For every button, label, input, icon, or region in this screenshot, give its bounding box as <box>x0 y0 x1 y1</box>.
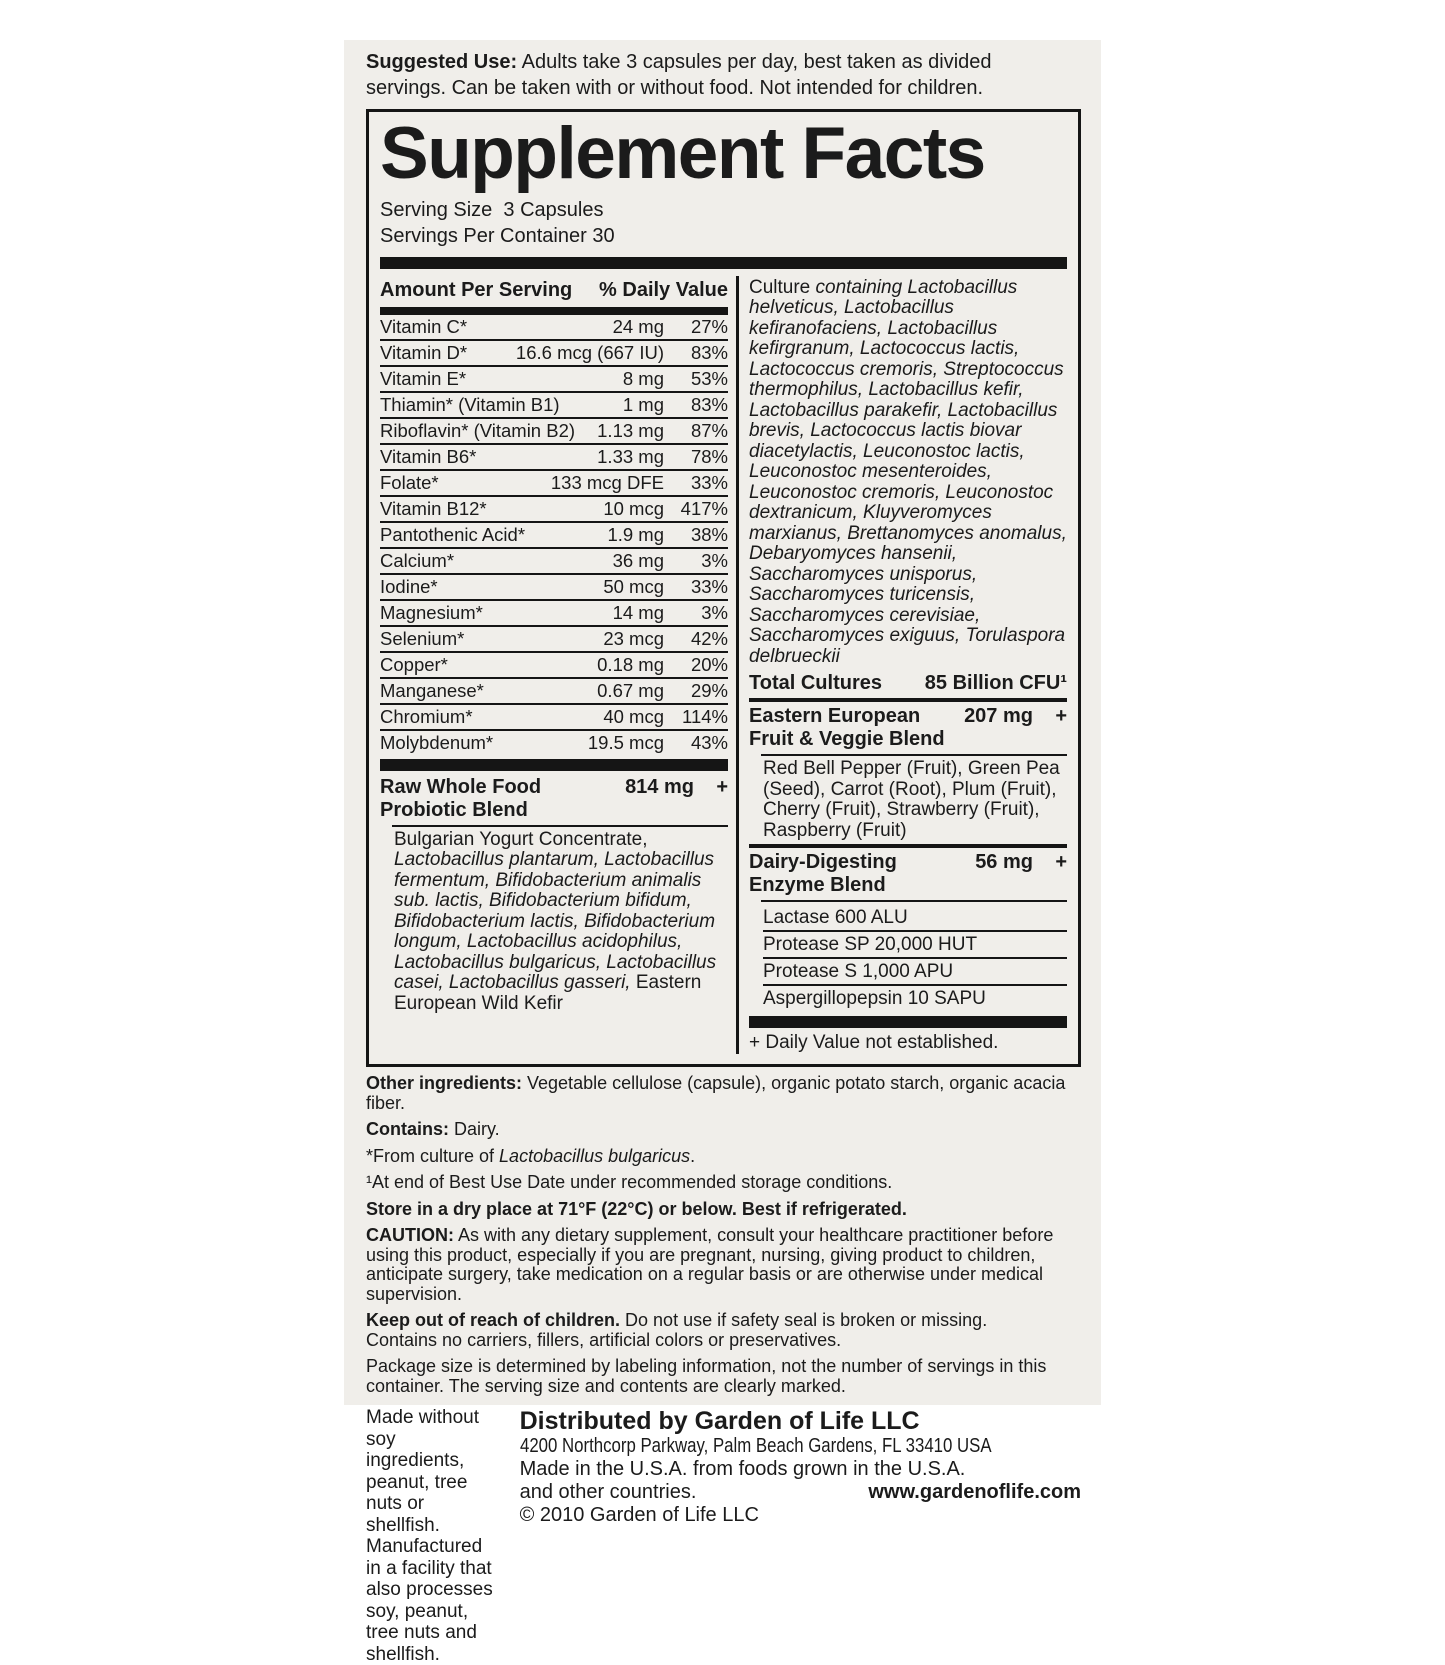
other-countries-text: and other countries. <box>519 1480 697 1503</box>
nutrient-name: Calcium* <box>380 549 455 571</box>
nutrient-dv: 78% <box>690 445 728 467</box>
nutrient-name: Pantothenic Acid* <box>380 523 526 545</box>
nutrient-name: Iodine* <box>380 575 438 597</box>
culture-lead: Culture <box>749 276 816 298</box>
blend-name-line2: Fruit & Veggie Blend <box>749 728 945 751</box>
nutrient-name: Manganese* <box>380 679 484 701</box>
probiotic-segment: Eastern European Wild Kefir <box>394 972 702 1014</box>
nutrient-amount: 36 mg <box>612 549 664 571</box>
nutrient-name: Vitamin C* <box>380 315 468 337</box>
blend-dv: + <box>716 775 728 798</box>
blend-dv: + <box>1055 705 1067 728</box>
storage-instruction-bold: Store in a dry place at 71°F (22°C) or below. Best if refrigerated. <box>366 1198 907 1219</box>
package-size-statement: Package size is determined by labeling information, not the number of servings in this container. The serving size and contents are clearly marked. <box>366 1356 1047 1396</box>
fruit-blend-header <box>749 705 1067 751</box>
nutrient-row <box>380 651 728 677</box>
caution-statement <box>366 1226 1081 1304</box>
enzyme-row: Lactase 600 ALU <box>763 907 908 929</box>
nutrient-amount: 1.13 mg <box>597 419 664 441</box>
nutrient-name: Vitamin D* <box>380 341 468 363</box>
nutrient-row <box>380 443 728 469</box>
blend-name-line1: Eastern European <box>749 705 921 728</box>
serving-size: Serving Size 3 Capsules <box>380 198 604 221</box>
suggested-use-lead: Suggested Use: <box>366 51 518 73</box>
facts-title: Supplement Facts <box>380 113 985 195</box>
nutrient-amount: 0.18 mg <box>597 653 664 675</box>
countries-website-line <box>520 1481 1081 1504</box>
facts-columns <box>380 276 1067 1055</box>
contains-lead: Contains: <box>366 1119 449 1140</box>
nutrient-dv: 3% <box>701 549 728 571</box>
keep-out-text: Do not use if safety seal is broken or missing. <box>620 1310 988 1331</box>
distributor-address: 4200 Northcorp Parkway, Palm Beach Gardens, FL 33410 USA <box>519 1435 992 1458</box>
daily-value-header: % Daily Value <box>599 278 728 301</box>
nutrient-dv: 29% <box>690 679 728 701</box>
total-cultures-value: 85 Billion CFU¹ <box>924 672 1067 695</box>
allergen-statement: Made without soy ingredients, peanut, tree nuts or shellfish. Manufactured in a facility that also processes soy, peanut, tree nuts and shellfish. <box>366 1407 493 1665</box>
nutrient-dv: 83% <box>690 341 728 363</box>
facts-right-column <box>736 276 1067 1055</box>
nutrient-amount: 0.67 mg <box>597 679 664 701</box>
probiotic-blend-header <box>380 776 728 822</box>
nutrient-name: Thiamin* (Vitamin B1) <box>380 393 560 415</box>
from-culture-pre: *From culture of <box>366 1145 500 1166</box>
enzyme-blend-header <box>749 851 1067 897</box>
other-ingredients-lead: Other ingredients: <box>366 1073 523 1094</box>
best-use-footnote: ¹At end of Best Use Date under recommended storage conditions. <box>366 1172 893 1193</box>
contains-statement <box>366 1120 1081 1140</box>
caution-text: As with any dietary supplement, consult your healthcare practitioner before using this product, especially if you are pregnant, nursing, giving product to children, anticipate surgery, take medication on a regular basis or are otherwise under medical supervision. <box>366 1225 1054 1304</box>
facts-left-column <box>380 276 736 1055</box>
nutrient-amount: 16.6 mcg (667 IU) <box>515 341 664 363</box>
nutrient-row <box>380 315 728 339</box>
other-ingredients-text: Vegetable cellulose (capsule), organic potato starch, organic acacia fiber. <box>366 1073 1066 1113</box>
blend-name-line2: Probiotic Blend <box>380 798 528 821</box>
nutrient-row <box>380 391 728 417</box>
thin-rule <box>392 825 728 827</box>
copyright-line: © 2010 Garden of Life LLC <box>519 1503 759 1526</box>
supplement-label <box>344 40 1101 1665</box>
nutrient-name: Vitamin E* <box>380 367 467 389</box>
nutrient-name: Chromium* <box>380 705 473 727</box>
nutrient-amount: 14 mg <box>612 601 664 623</box>
nutrient-dv: 417% <box>680 497 728 519</box>
thick-divider-bar <box>380 257 1067 269</box>
nutrient-name: Riboflavin* (Vitamin B2) <box>380 419 576 441</box>
header-bar <box>380 307 728 315</box>
amount-per-serving-header: Amount Per Serving <box>380 278 573 301</box>
blend-name <box>749 705 964 751</box>
blend-amount: 814 mg <box>625 775 694 798</box>
medium-rule <box>749 698 1067 702</box>
nutrient-dv: 20% <box>690 653 728 675</box>
nutrient-amount: 1.9 mg <box>607 523 664 545</box>
supplement-facts-box <box>366 109 1081 1067</box>
nutrient-row <box>380 677 728 703</box>
enzyme-row: Aspergillopepsin 10 SAPU <box>763 984 1067 1011</box>
nutrient-row <box>380 521 728 547</box>
blend-name <box>749 851 975 897</box>
nutrient-name: Magnesium* <box>380 601 483 623</box>
distributor-title: Distributed by Garden of Life LLC <box>519 1407 920 1436</box>
nutrient-amount: 8 mg <box>622 367 664 389</box>
nutrient-amount: 40 mcg <box>603 705 664 727</box>
nutrient-row <box>380 703 728 729</box>
nutrient-amount: 10 mcg <box>603 497 664 519</box>
nutrient-name: Vitamin B6* <box>380 445 477 467</box>
probiotic-segment-italic: Lactobacillus plantarum, Lactobacillus fermentum, Bifidobacterium animalis sub. lactis, Bifidobacterium bifidum, Bifidobacterium lactis, Bifidobacterium longum, Lactobacillus acidophilus, Lactobacillus bulgaricus, Lactobacillus casei, Lactobacillus gasseri, <box>394 849 717 994</box>
blend-dv: + <box>1055 851 1067 874</box>
other-ingredients <box>366 1074 1081 1113</box>
nutrient-name: Molybdenum* <box>380 731 494 753</box>
nutrient-amount: 24 mg <box>612 315 664 337</box>
nutrient-amount: 50 mcg <box>603 575 664 597</box>
nutrient-row <box>380 365 728 391</box>
nutrient-row <box>380 547 728 573</box>
nutrient-dv: 33% <box>690 575 728 597</box>
suggested-use-text: Adults take 3 capsules per day, best taken as divided servings. Can be taken with or without food. Not intended for children. <box>366 51 992 99</box>
caution-lead: CAUTION: <box>366 1225 454 1246</box>
nutrient-table <box>380 315 728 755</box>
servings-per-container: Servings Per Container 30 <box>380 225 615 248</box>
nutrient-dv: 43% <box>690 731 728 753</box>
made-in-usa-line: Made in the U.S.A. from foods grown in the U.S.A. <box>519 1458 966 1481</box>
culture-species-italic: containing Lactobacillus helveticus, Lactobacillus kefiranofaciens, Lactobacillus kefirgranum, Lactococcus lactis, Lactococcus cremoris, Streptococcus thermophilus, Lactobacillus kefir, Lactobacillus parakefir, Lactobacillus brevis, Lactococcus lactis biovar diacetylactis, Leuconostoc lactis, Leuconostoc mesenteroides, Leuconostoc cremoris, Leuconostoc dextranicum, Kluyveromyces marxianus, Brettanomyces anomalus, Debaryomyces hansenii, Saccharomyces unisporus, Saccharomyces turicensis, Saccharomyces cerevisiae, Saccharomyces exiguus, Torulaspora delbrueckii <box>749 276 1067 667</box>
probiotic-segment: Bulgarian Yogurt Concentrate, <box>394 828 648 850</box>
nutrient-name: Vitamin B12* <box>380 497 487 519</box>
keep-out-statement <box>366 1311 1081 1350</box>
daily-value-footnote: + Daily Value not established. <box>749 1032 999 1054</box>
nutrient-dv: 83% <box>690 393 728 415</box>
website-url: www.gardenoflife.com <box>868 1480 1081 1503</box>
suggested-use <box>366 50 1081 101</box>
nutrient-row <box>380 625 728 651</box>
enzyme-row: Protease S 1,000 APU <box>763 957 1067 984</box>
nutrient-amount: 133 mcg DFE <box>550 471 664 493</box>
blend-name-line1: Dairy-Digesting <box>749 851 897 874</box>
probiotic-blend-list <box>380 830 728 1015</box>
nutrient-row <box>380 729 728 755</box>
nutrient-dv: 38% <box>690 523 728 545</box>
nutrient-dv: 114% <box>682 705 728 727</box>
distributor-block <box>520 1407 1081 1665</box>
thin-rule <box>761 900 1067 902</box>
enzyme-row: Protease SP 20,000 HUT <box>763 930 1067 957</box>
thick-divider-bar <box>749 1016 1067 1028</box>
label-footer <box>366 1407 1081 1665</box>
total-cultures-row <box>749 671 1067 695</box>
nutrient-amount: 1.33 mg <box>597 445 664 467</box>
blend-name-line1: Raw Whole Food <box>380 775 542 798</box>
nutrient-amount: 1 mg <box>622 393 664 415</box>
thick-divider-bar <box>380 759 728 771</box>
from-culture-post: . <box>690 1145 696 1166</box>
nutrient-row <box>380 599 728 625</box>
blend-name <box>380 776 625 822</box>
contains-text: Dairy. <box>449 1119 500 1140</box>
culture-paragraph <box>749 278 1067 668</box>
from-culture-footnote <box>366 1147 1081 1167</box>
total-cultures-label: Total Cultures <box>749 672 882 695</box>
nutrient-amount: 23 mcg <box>603 627 664 649</box>
enzyme-list <box>763 905 1067 1011</box>
nutrient-row <box>380 573 728 599</box>
nutrient-name: Selenium* <box>380 627 465 649</box>
keep-out-lead: Keep out of reach of children. <box>366 1310 621 1331</box>
nutrient-row <box>380 339 728 365</box>
nutrient-dv: 87% <box>690 419 728 441</box>
nutrient-amount: 19.5 mcg <box>587 731 664 753</box>
nutrient-row <box>380 417 728 443</box>
nutrient-name: Copper* <box>380 653 448 675</box>
nutrient-dv: 27% <box>690 315 728 337</box>
blend-amount: 207 mg <box>964 705 1033 728</box>
medium-rule <box>749 844 1067 848</box>
from-culture-species-italic: Lactobacillus bulgaricus <box>499 1145 691 1166</box>
fruit-blend-list: Red Bell Pepper (Fruit), Green Pea (Seed), Carrot (Root), Plum (Fruit), Cherry (Fruit), Strawberry (Fruit), Raspberry (Fruit) <box>763 758 1060 841</box>
storage-instruction <box>366 1200 1081 1220</box>
nutrient-row <box>380 469 728 495</box>
nutrient-dv: 53% <box>690 367 728 389</box>
blend-amount: 56 mg <box>975 851 1033 874</box>
nutrient-name: Folate* <box>380 471 439 493</box>
nutrient-dv: 3% <box>701 601 728 623</box>
thin-rule <box>761 754 1067 756</box>
blend-name-line2: Enzyme Blend <box>749 874 886 897</box>
nutrient-row <box>380 495 728 521</box>
no-carriers-text: Contains no carriers, fillers, artificial colors or preservatives. <box>366 1329 842 1350</box>
nutrient-dv: 42% <box>690 627 728 649</box>
nutrient-dv: 33% <box>690 471 728 493</box>
column-header-row <box>380 278 728 303</box>
